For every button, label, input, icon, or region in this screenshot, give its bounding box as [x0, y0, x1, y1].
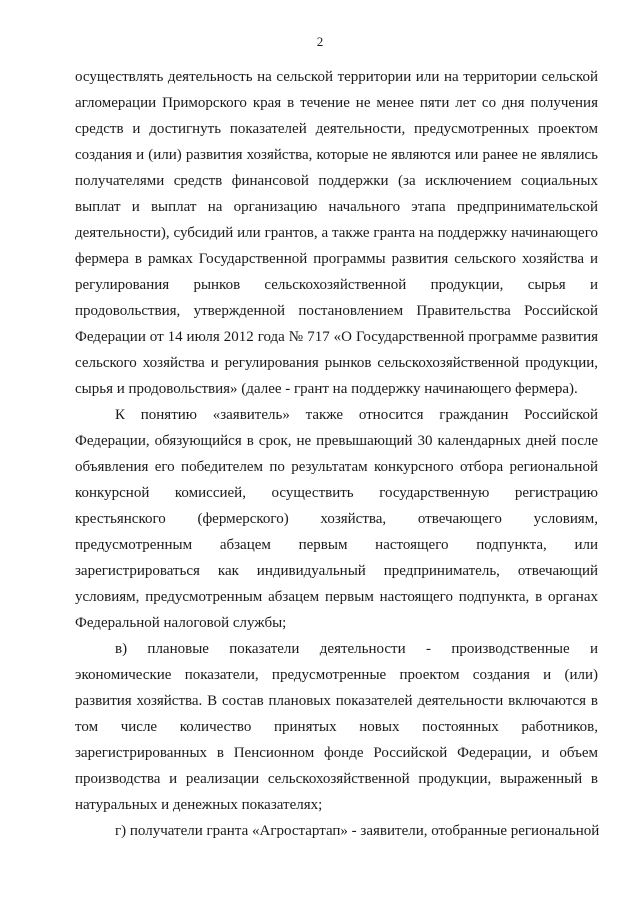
text-line: продовольствия, утвержденной постановлением Правительства Российской — [75, 303, 598, 319]
text-line: Федеральной налоговой службы; — [75, 615, 287, 631]
text-line: г) получатели гранта «Агростартап» - заявители, отобранные региональной — [115, 823, 600, 839]
text-line: регулирования рынков сельскохозяйственной продукции, сырья и — [75, 277, 598, 293]
text-line: получателями средств финансовой поддержки (за исключением социальных — [75, 173, 598, 189]
text-line: выплат и выплат на организацию начального этапа предпринимательской — [75, 199, 598, 215]
text-line: крестьянского (фермерского) хозяйства, отвечающего условиям, — [75, 511, 598, 527]
text-line: развития хозяйства. В состав плановых показателей деятельности включаются в — [75, 693, 598, 709]
text-line: экономические показатели, предусмотренные проектом создания и (или) — [75, 667, 598, 683]
text-line: условиям, предусмотренным абзацем первым настоящего подпункта, в органах — [75, 589, 598, 605]
text-line: зарегистрированных в Пенсионном фонде Российской Федерации, и объем — [75, 745, 598, 761]
text-line: том числе количество принятых новых постоянных работников, — [75, 719, 598, 735]
text-line: К понятию «заявитель» также относится гражданин Российской — [115, 407, 598, 423]
text-line: создания и (или) развития хозяйства, которые не являются или ранее не являлись — [75, 147, 598, 163]
text-line: деятельности), субсидий или грантов, а также гранта на поддержку начинающего — [75, 225, 598, 241]
text-line: конкурсной комиссией, осуществить государственную регистрацию — [75, 485, 598, 501]
text-line: агломерации Приморского края в течение не менее пяти лет со дня получения — [75, 95, 598, 111]
page-number: 2 — [316, 34, 324, 49]
text-line: Федерации от 14 июля 2012 года № 717 «О Государственной программе развития — [75, 329, 598, 345]
text-line: сельского хозяйства и регулирования рынков сельскохозяйственной продукции, — [75, 355, 598, 371]
text-line: производства и реализации сельскохозяйственной продукции, выраженный в — [75, 771, 598, 787]
text-line: Федерации, обязующийся в срок, не превышающий 30 календарных дней после — [75, 433, 598, 449]
text-line: зарегистрироваться как индивидуальный предприниматель, отвечающий — [75, 563, 598, 579]
paragraph — [75, 64, 598, 402]
text-line: натуральных и денежных показателях; — [75, 797, 323, 813]
text-line: предусмотренным абзацем первым настоящего подпункта, или — [75, 537, 598, 553]
paragraph — [75, 402, 598, 636]
text-line: средств и достигнуть показателей деятельности, предусмотренных проектом — [75, 121, 598, 137]
document-body — [75, 64, 598, 844]
text-line: сырья и продовольствия» (далее - грант на поддержку начинающего фермера). — [75, 381, 578, 397]
text-line: осуществлять деятельность на сельской территории или на территории сельской — [75, 69, 598, 85]
text-line: в) плановые показатели деятельности - производственные и — [115, 641, 598, 657]
text-line: фермера в рамках Государственной программы развития сельского хозяйства и — [75, 251, 598, 267]
paragraph — [75, 818, 598, 844]
paragraph — [75, 636, 598, 818]
text-line: объявления его победителем по результатам конкурсного отбора региональной — [75, 459, 598, 475]
